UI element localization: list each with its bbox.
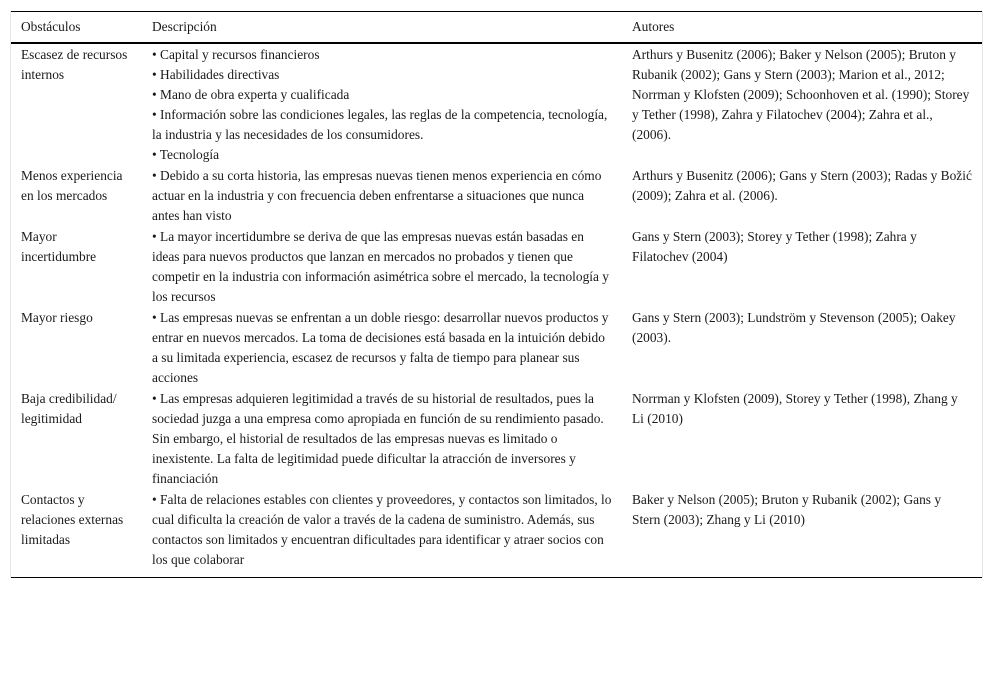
obstacle-cell: Contactos y relaciones externas limitadas: [11, 489, 142, 578]
description-cell: [142, 307, 622, 388]
description-bullet: • Tecnología: [152, 147, 220, 162]
obstacle-cell: Mayor incertidumbre: [21, 229, 97, 264]
authors-cell: Baker y Nelson (2005); Bruton y Rubanik (2002); Gans y Stern (2003); Zhang y Li (2010): [622, 489, 982, 578]
description-bullet: • Capital y recursos financieros: [152, 47, 320, 62]
obstacles-table-container: [10, 11, 983, 578]
table-row: [11, 388, 982, 489]
description-bullet: • Falta de relaciones estables con clientes y proveedores, y contactos son limitados, lo cual dificulta la creación de valor a través de la cadena de suministro. Además, sus contactos son limitados y encuentran dificultades para identificar y atraer socios con los que colaborar: [152, 492, 612, 567]
table-row: [11, 226, 982, 307]
obstacle-cell: Menos experiencia en los mercados: [21, 168, 123, 203]
authors-cell: Arthurs y Busenitz (2006); Baker y Nelson (2005); Bruton y Rubanik (2002); Gans y Stern (2003); Marion et al., 2012; Norrman y Klofsten (2009); Schoonhoven et al. (1990); Storey y Tether (1998), Zahra y Filatochev (2004); Zahra et al., (2006).: [632, 47, 970, 142]
obstacle-cell: Mayor riesgo: [21, 310, 93, 325]
obstacle-cell: Escasez de recursos internos: [21, 47, 128, 82]
obstacles-table: [11, 11, 982, 578]
description-cell: [142, 489, 622, 578]
description-bullet: • Las empresas nuevas se enfrentan a un doble riesgo: desarrollar nuevos productos y entrar en nuevos mercados. La toma de decisiones está basada en la intuición debido a su limitada experiencia, escasez de recursos y falta de tiempo para planear sus acciones: [152, 310, 609, 385]
authors-cell: Gans y Stern (2003); Storey y Tether (1998); Zahra y Filatochev (2004): [632, 229, 917, 264]
description-bullet: • Mano de obra experta y cualificada: [152, 87, 350, 102]
description-bullet: • Información sobre las condiciones legales, las reglas de la competencia, tecnología, la industria y las necesidades de los consumidores.: [152, 107, 608, 142]
table-row: [11, 489, 982, 578]
description-bullet: • Las empresas adquieren legitimidad a través de su historial de resultados, pues la sociedad juzga a una empresa como apropiada en función de su rendimiento pasado. Sin embargo, el historial de resultados de las empresas nuevas es limitado o inexistente. La falta de legitimidad puede dificultar la atracción de inversores y financiación: [152, 391, 604, 486]
description-cell: [142, 43, 622, 165]
description-bullet: • Debido a su corta historia, las empresas nuevas tienen menos experiencia en cómo actuar en la industria y con frecuencia deben enfrentarse a situaciones que nunca antes han visto: [152, 168, 602, 223]
authors-cell: Arthurs y Busenitz (2006); Gans y Stern (2003); Radas y Božić (2009); Zahra et al. (2006).: [632, 168, 972, 203]
table-header-row: [11, 12, 982, 44]
table-row: [11, 165, 982, 226]
obstacle-cell: Baja credibilidad/ legitimidad: [21, 391, 117, 426]
header-authors: Autores: [622, 12, 982, 44]
authors-cell: Norrman y Klofsten (2009), Storey y Tether (1998), Zhang y Li (2010): [632, 391, 958, 426]
table-row: [11, 307, 982, 388]
table-row: [11, 43, 982, 165]
header-obstacles: Obstáculos: [11, 12, 142, 44]
description-cell: [142, 226, 622, 307]
authors-cell: Gans y Stern (2003); Lundström y Stevenson (2005); Oakey (2003).: [632, 310, 956, 345]
description-bullet: • La mayor incertidumbre se deriva de que las empresas nuevas están basadas en ideas para nuevos productos que lanzan en mercados no probados y tienen que competir en la industria con información asimétrica sobre el mercado, la tecnología y los recursos: [152, 229, 609, 304]
header-description: Descripción: [142, 12, 622, 44]
description-cell: [142, 388, 622, 489]
description-bullet: • Habilidades directivas: [152, 67, 280, 82]
description-cell: [142, 165, 622, 226]
